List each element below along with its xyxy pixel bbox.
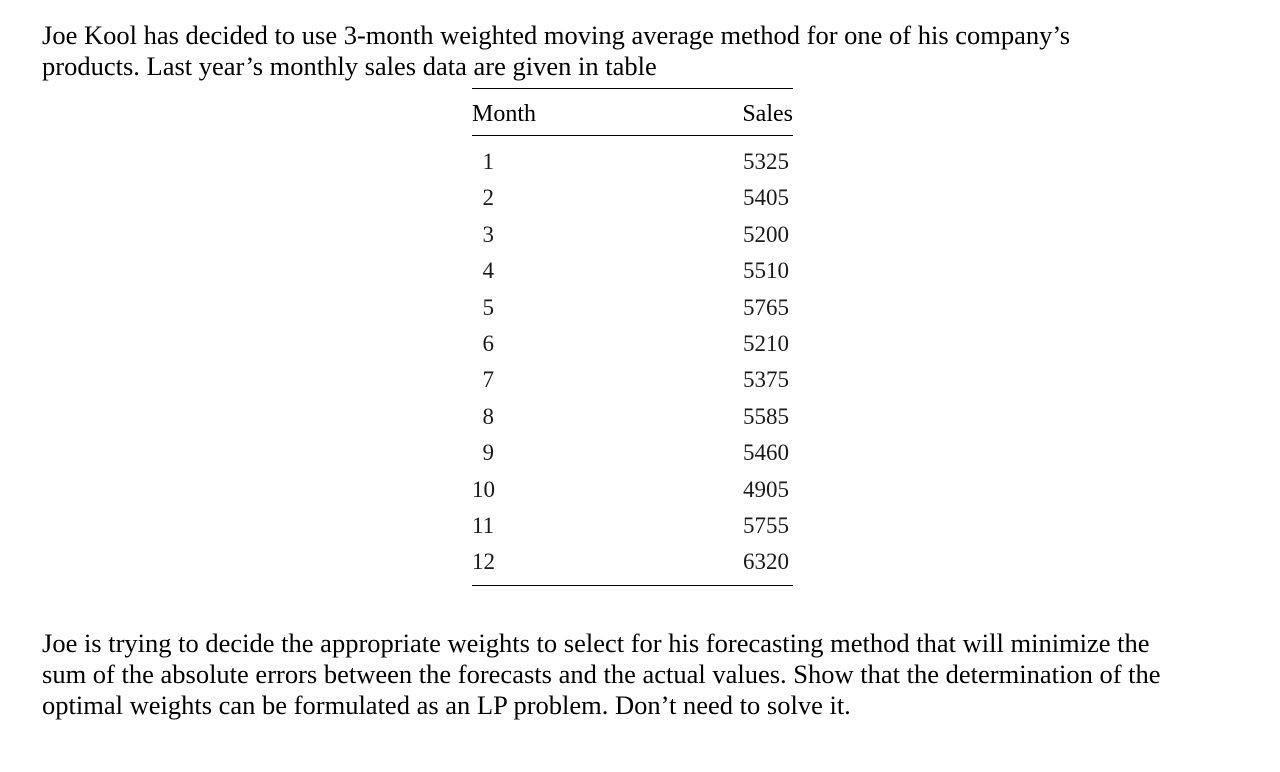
sales-cell: 5755 xyxy=(743,512,789,538)
month-cell: 4 xyxy=(482,258,494,284)
intro-line-2: products. Last year’s monthly sales data are given in table xyxy=(42,51,657,81)
month-cell: 11 xyxy=(472,512,495,538)
table-row xyxy=(472,364,793,400)
month-cell: 8 xyxy=(482,403,494,429)
table-row xyxy=(472,474,793,510)
table-row xyxy=(472,546,793,582)
table-row xyxy=(472,292,793,328)
table-row xyxy=(472,328,793,364)
sales-cell: 5325 xyxy=(743,149,789,174)
table-row xyxy=(472,437,793,473)
question-line-1: Joe is trying to decide the appropriate weights to select for his forecasting method that will minimize the xyxy=(42,628,1150,658)
table-row xyxy=(472,255,793,291)
table-row xyxy=(472,146,793,182)
intro-line-1: Joe Kool has decided to use 3-month weighted moving average method for one of his company’s xyxy=(42,20,1071,50)
sales-cell: 5375 xyxy=(743,367,789,393)
month-cell: 7 xyxy=(482,367,494,393)
month-cell: 3 xyxy=(482,221,494,247)
table-body xyxy=(472,146,793,583)
question-line-2: sum of the absolute errors between the forecasts and the actual values. Show that the determination of the xyxy=(42,659,1161,689)
table-row xyxy=(472,401,793,437)
table-row xyxy=(472,219,793,255)
question-paragraph xyxy=(42,628,1161,721)
table-bottom-rule xyxy=(472,585,793,586)
sales-table xyxy=(472,88,793,575)
month-cell: 5 xyxy=(482,294,494,320)
month-cell: 12 xyxy=(472,549,495,575)
table-header-rule xyxy=(472,135,793,136)
month-column-header: Month xyxy=(472,101,537,127)
month-cell: 6 xyxy=(482,330,494,356)
sales-cell: 5405 xyxy=(743,185,789,211)
month-cell: 9 xyxy=(482,440,494,466)
sales-cell: 5200 xyxy=(743,221,789,247)
sales-cell: 5765 xyxy=(743,294,789,320)
sales-cell: 5460 xyxy=(743,440,789,466)
question-line-3: optimal weights can be formulated as an LP problem. Don’t need to solve it. xyxy=(42,690,851,720)
month-cell: 2 xyxy=(482,185,494,211)
sales-cell: 6320 xyxy=(743,549,789,575)
intro-paragraph xyxy=(42,20,1070,82)
sales-cell: 5210 xyxy=(743,330,789,356)
month-cell: 1 xyxy=(482,149,494,174)
table-row xyxy=(472,510,793,546)
sales-cell: 5585 xyxy=(743,403,789,429)
sales-cell: 4905 xyxy=(743,476,789,502)
table-top-rule xyxy=(472,88,793,89)
table-row xyxy=(472,182,793,218)
sales-cell: 5510 xyxy=(743,258,789,284)
month-cell: 10 xyxy=(472,476,495,502)
sales-column-header: Sales xyxy=(742,101,793,127)
